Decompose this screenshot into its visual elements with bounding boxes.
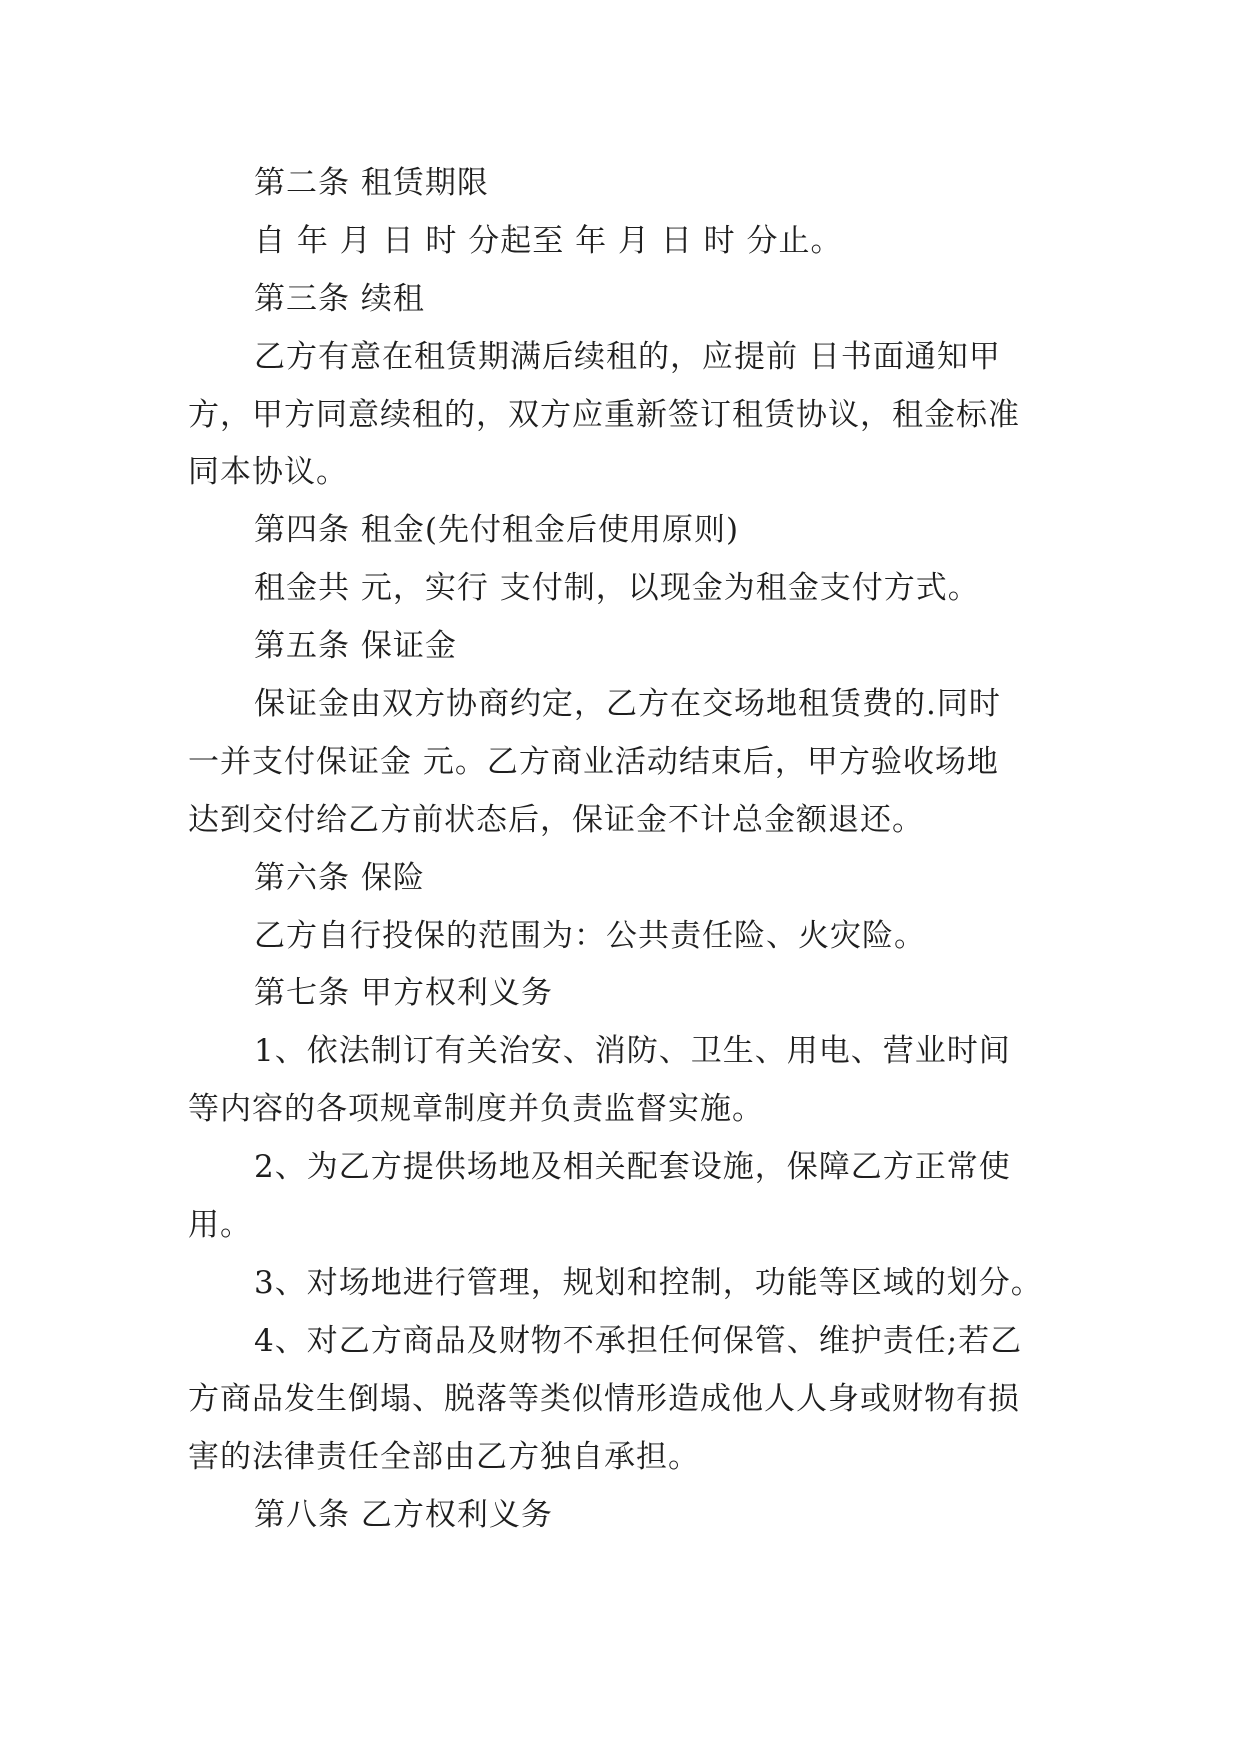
- paragraph-line: 方，甲方同意续租的，双方应重新签订租赁协议，租金标准: [188, 397, 1020, 433]
- paragraph-line: 达到交付给乙方前状态后，保证金不计总金额退还。: [188, 802, 924, 838]
- article-5-heading: 第五条 保证金: [254, 628, 457, 664]
- paragraph-line: 2、为乙方提供场地及相关配套设施，保障乙方正常使: [254, 1149, 1011, 1185]
- article-8-heading: 第八条 乙方权利义务: [254, 1497, 553, 1533]
- paragraph-line: 方商品发生倒塌、脱落等类似情形造成他人人身或财物有损: [188, 1381, 1020, 1417]
- paragraph-line: 同本协议。: [188, 454, 348, 490]
- paragraph-line: 一并支付保证金 元。乙方商业活动结束后，甲方验收场地: [188, 744, 999, 780]
- lease-term-text: 自 年 月 日 时 分起至 年 月 日 时 分止。: [254, 223, 843, 259]
- paragraph-line: 乙方有意在租赁期满后续租的，应提前 日书面通知甲: [254, 339, 1001, 375]
- paragraph-line: 用。: [188, 1207, 252, 1243]
- paragraph-line: 等内容的各项规章制度并负责监督实施。: [188, 1091, 764, 1127]
- article-2-heading: 第二条 租赁期限: [254, 165, 489, 201]
- paragraph-line: 4、对乙方商品及财物不承担任何保管、维护责任;若乙: [254, 1323, 1023, 1359]
- paragraph-line: 3、对场地进行管理，规划和控制，功能等区域的划分。: [254, 1265, 1043, 1301]
- article-3-heading: 第三条 续租: [254, 281, 425, 317]
- paragraph-line: 害的法律责任全部由乙方独自承担。: [188, 1439, 700, 1475]
- article-4-heading: 第四条 租金(先付租金后使用原则): [254, 512, 740, 548]
- article-6-heading: 第六条 保险: [254, 860, 425, 896]
- paragraph-line: 租金共 元，实行 支付制，以现金为租金支付方式。: [254, 570, 980, 606]
- paragraph-line: 1、依法制订有关治安、消防、卫生、用电、营业时间: [254, 1033, 1011, 1069]
- article-7-heading: 第七条 甲方权利义务: [254, 975, 553, 1011]
- paragraph-line: 保证金由双方协商约定，乙方在交场地租赁费的.同时: [254, 686, 1001, 722]
- paragraph-line: 乙方自行投保的范围为：公共责任险、火灾险。: [254, 918, 926, 954]
